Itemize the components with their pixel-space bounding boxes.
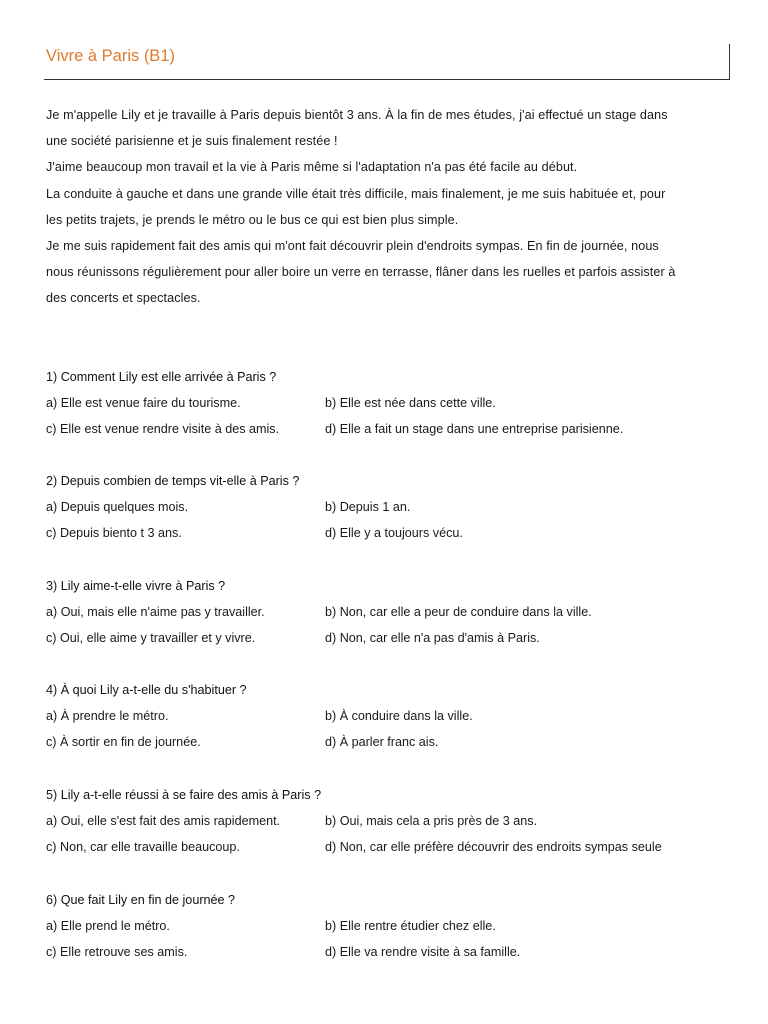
option-c: c) Oui, elle aime y travailler et y vivre.	[46, 631, 256, 645]
question-text: Lily a-t-elle réussi à se faire des amis à Paris ?	[60, 788, 322, 802]
option-a: a) Elle est venue faire du tourisme.	[46, 396, 241, 410]
option-c: c) Non, car elle travaille beaucoup.	[46, 840, 240, 854]
option-b: b) Oui, mais cela a pris près de 3 ans.	[325, 814, 538, 828]
intro-line: les petits trajets, je prends le métro ou le bus ce qui est bien plus simple.	[46, 212, 459, 227]
option-row	[46, 390, 736, 416]
option-d: d) À parler franc ais.	[325, 735, 439, 749]
option-row	[46, 625, 736, 651]
intro-line: La conduite à gauche et dans une grande ville était très difficile, mais finalement, je me suis habituée et, pour	[46, 186, 666, 201]
option-row	[46, 416, 736, 442]
question-2	[46, 468, 736, 546]
option-row	[46, 520, 736, 546]
document-header	[44, 44, 730, 80]
question-number: 3)	[46, 579, 58, 593]
option-d: d) Elle y a toujours vécu.	[325, 526, 463, 540]
option-row	[46, 729, 736, 755]
intro-text	[46, 102, 726, 312]
question-text: À quoi Lily a-t-elle du s'habituer ?	[60, 683, 247, 697]
option-row	[46, 939, 736, 965]
question-title	[46, 782, 736, 808]
question-6	[46, 887, 736, 965]
option-row	[46, 808, 736, 834]
page-title: Vivre à Paris (B1)	[46, 47, 175, 65]
question-3	[46, 573, 736, 651]
option-c: c) Elle est venue rendre visite à des amis.	[46, 422, 280, 436]
option-d: d) Elle a fait un stage dans une entreprise parisienne.	[325, 422, 624, 436]
option-row	[46, 494, 736, 520]
option-d: d) Elle va rendre visite à sa famille.	[325, 945, 521, 959]
question-title	[46, 364, 736, 390]
intro-line: J'aime beaucoup mon travail et la vie à Paris même si l'adaptation n'a pas été facile au début.	[46, 160, 578, 175]
question-title	[46, 468, 736, 494]
option-row	[46, 913, 736, 939]
question-text: Que fait Lily en fin de journée ?	[60, 893, 236, 907]
option-c: c) Depuis biento t 3 ans.	[46, 526, 182, 540]
question-number: 4)	[46, 683, 58, 697]
option-b: b) Depuis 1 an.	[325, 500, 411, 514]
option-a: a) À prendre le métro.	[46, 709, 169, 723]
intro-line: une société parisienne et je suis finalement restée !	[46, 134, 338, 149]
question-text: Lily aime-t-elle vivre à Paris ?	[60, 579, 226, 593]
option-row	[46, 703, 736, 729]
option-a: a) Oui, elle s'est fait des amis rapidement.	[46, 814, 281, 828]
question-title	[46, 573, 736, 599]
question-number: 5)	[46, 788, 58, 802]
option-a: a) Oui, mais elle n'aime pas y travailler.	[46, 605, 265, 619]
option-b: b) Elle rentre étudier chez elle.	[325, 919, 496, 933]
option-row	[46, 599, 736, 625]
question-5	[46, 782, 736, 860]
option-b: b) Elle est née dans cette ville.	[325, 396, 496, 410]
option-c: c) À sortir en fin de journée.	[46, 735, 201, 749]
intro-line: Je me suis rapidement fait des amis qui m'ont fait découvrir plein d'endroits sympas. En fin de journée, nous	[46, 239, 659, 254]
option-a: a) Depuis quelques mois.	[46, 500, 189, 514]
intro-line: Je m'appelle Lily et je travaille à Paris depuis bientôt 3 ans. À la fin de mes études, j'ai effectué un stage dans	[46, 108, 668, 122]
option-d: d) Non, car elle préfère découvrir des endroits sympas seule	[325, 840, 662, 854]
question-title	[46, 677, 736, 703]
question-text: Depuis combien de temps vit-elle à Paris ?	[60, 474, 300, 488]
intro-line: nous réunissons régulièrement pour aller boire un verre en terrasse, flâner dans les ruelles et parfois assister à	[46, 265, 676, 280]
question-number: 2)	[46, 474, 58, 488]
option-b: b) Non, car elle a peur de conduire dans la ville.	[325, 605, 592, 619]
option-b: b) À conduire dans la ville.	[325, 709, 473, 723]
question-title	[46, 887, 736, 913]
question-4	[46, 677, 736, 755]
option-c: c) Elle retrouve ses amis.	[46, 945, 188, 959]
question-text: Comment Lily est elle arrivée à Paris ?	[60, 370, 277, 384]
question-number: 1)	[46, 370, 58, 384]
intro-line: des concerts et spectacles.	[46, 291, 201, 306]
question-number: 6)	[46, 893, 58, 907]
option-row	[46, 834, 736, 860]
option-a: a) Elle prend le métro.	[46, 919, 170, 933]
option-d: d) Non, car elle n'a pas d'amis à Paris.	[325, 631, 540, 645]
question-1	[46, 364, 736, 442]
